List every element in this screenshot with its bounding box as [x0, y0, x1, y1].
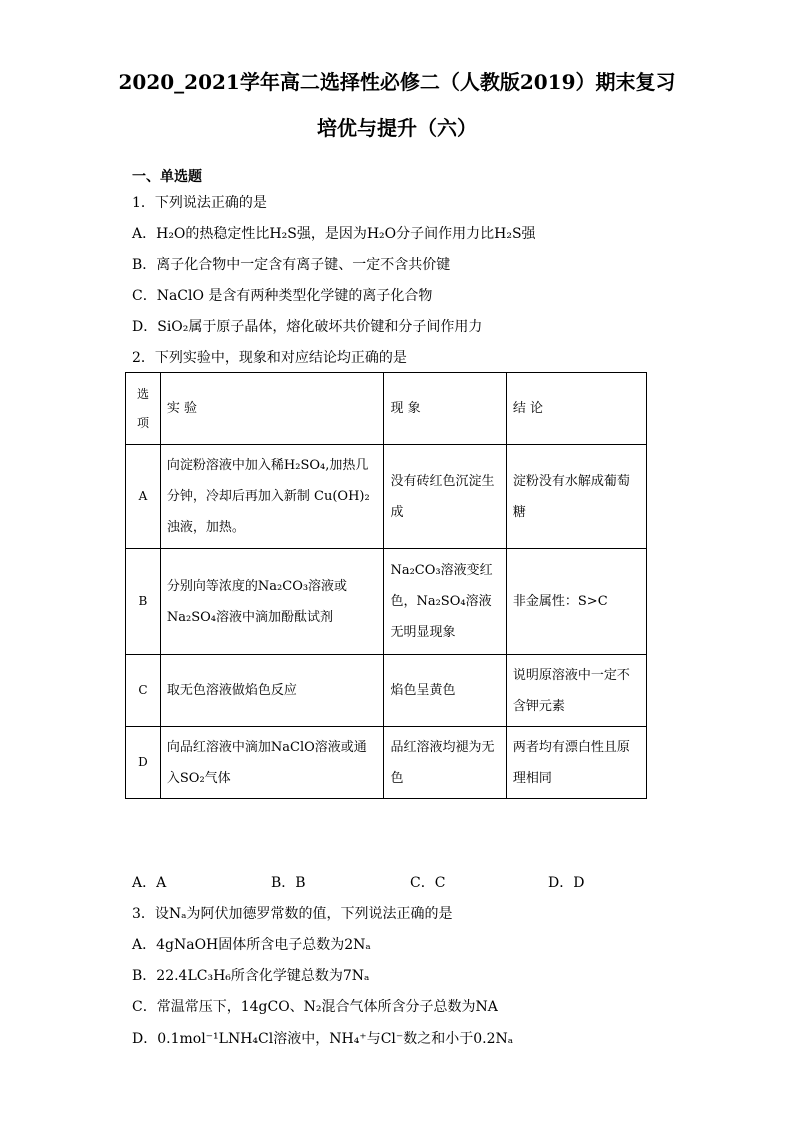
q3-option-b: B．22.4LC₃H₆所含化学键总数为7Nₐ	[132, 968, 370, 984]
row-conclusion: 淀粉没有水解成葡萄糖	[506, 445, 646, 549]
row-conclusion: 非金属性：S>C	[506, 549, 646, 655]
q1-option-d: D．SiO₂属于原子晶体，熔化破坏共价键和分子间作用力	[132, 319, 483, 335]
q1-option-a: A．H₂O的热稳定性比H₂S强，是因为H₂O分子间作用力比H₂S强	[132, 226, 536, 242]
row-phenomenon: Na₂CO₃溶液变红色，Na₂SO₄溶液无明显现象	[384, 549, 506, 655]
q2-choice-a: A．A	[132, 875, 167, 891]
row-experiment: 分别向等浓度的Na₂CO₃溶液或Na₂SO₄溶液中滴加酚酞试剂	[160, 549, 384, 655]
row-experiment: 向淀粉溶液中加入稀H₂SO₄,加热几分钟，冷却后再加入新制 Cu(OH)₂浊液，加热。	[160, 445, 384, 549]
row-experiment: 取无色溶液做焰色反应	[160, 655, 384, 727]
table-row	[126, 655, 647, 727]
header-experiment: 实 验	[160, 373, 384, 445]
header-option: 选项	[126, 373, 161, 445]
q2-table	[125, 372, 647, 799]
header-phenomenon: 现 象	[384, 373, 506, 445]
q2-choice-c: C．C	[410, 875, 446, 891]
q1-option-b: B．离子化合物中一定含有离子键、一定不含共价键	[132, 257, 451, 273]
q2-choice-b: B．B	[271, 875, 306, 891]
title-line-1: 2020_2021学年高二选择性必修二（人教版2019）期末复习	[118, 70, 676, 94]
q2-stem: 2．下列实验中，现象和对应结论均正确的是	[132, 350, 407, 366]
header-conclusion: 结 论	[506, 373, 646, 445]
q2-choice-d: D．D	[548, 875, 585, 891]
q3-option-c: C．常温常压下，14gCO、N₂混合气体所含分子总数为NA	[132, 999, 498, 1015]
title-line-2: 培优与提升（六）	[317, 116, 477, 140]
row-option: A	[126, 445, 161, 549]
section-heading: 一、单选题	[132, 169, 202, 185]
row-experiment: 向品红溶液中滴加NaClO溶液或通入SO₂气体	[160, 727, 384, 799]
row-option: B	[126, 549, 161, 655]
table-row	[126, 727, 647, 799]
row-conclusion: 两者均有漂白性且原理相同	[506, 727, 646, 799]
table-header-row	[126, 373, 647, 445]
row-option: C	[126, 655, 161, 727]
row-phenomenon: 焰色呈黄色	[384, 655, 506, 727]
table-row	[126, 549, 647, 655]
table-row	[126, 445, 647, 549]
q3-option-a: A．4gNaOH固体所含电子总数为2Nₐ	[132, 937, 371, 953]
row-conclusion: 说明原溶液中一定不含钾元素	[506, 655, 646, 727]
q3-option-d: D．0.1mol⁻¹LNH₄Cl溶液中，NH₄⁺与Cl⁻数之和小于0.2Nₐ	[132, 1031, 514, 1047]
q1-option-c: C．NaClO 是含有两种类型化学键的离子化合物	[132, 288, 433, 304]
q1-stem: 1．下列说法正确的是	[132, 195, 267, 211]
row-phenomenon: 没有砖红色沉淀生成	[384, 445, 506, 549]
row-phenomenon: 品红溶液均褪为无色	[384, 727, 506, 799]
q3-stem: 3．设Nₐ为阿伏加德罗常数的值，下列说法正确的是	[132, 906, 453, 922]
row-option: D	[126, 727, 161, 799]
